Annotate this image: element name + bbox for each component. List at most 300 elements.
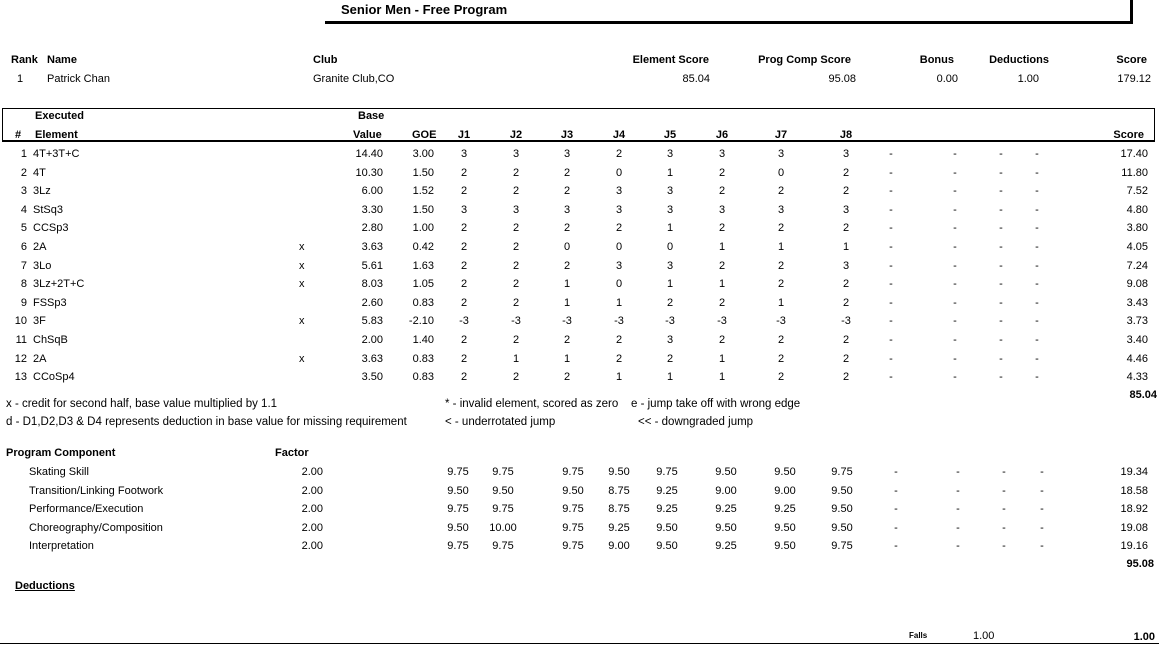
empty-judge-dash: - bbox=[894, 503, 898, 515]
second-half-marker: x bbox=[299, 315, 305, 327]
judge-mark-8: 3 bbox=[842, 204, 850, 216]
empty-judge-dash: - bbox=[999, 371, 1003, 383]
judge-mark-4: 1 bbox=[615, 297, 623, 309]
skater-prog-comp-score: 95.08 bbox=[828, 73, 856, 85]
empty-judge-dash: - bbox=[1035, 204, 1039, 216]
judge-mark-6: 2 bbox=[718, 222, 726, 234]
judge-mark-3: 2 bbox=[563, 334, 571, 346]
component-judge-mark-5: 9.25 bbox=[656, 485, 678, 497]
component-judge-mark-7: 9.50 bbox=[774, 522, 796, 534]
empty-judge-dash: - bbox=[999, 334, 1003, 346]
judge-mark-7: 3 bbox=[777, 204, 785, 216]
judge-mark-8: 2 bbox=[842, 167, 850, 179]
judge-header-7: J7 bbox=[774, 129, 788, 141]
base-header: Base bbox=[358, 110, 385, 122]
goe-header: GOE bbox=[412, 129, 437, 141]
element-number: 13 bbox=[14, 371, 27, 383]
judge-mark-7: 2 bbox=[777, 260, 785, 272]
judge-mark-1: 2 bbox=[460, 278, 468, 290]
element-name: 4T+3T+C bbox=[33, 148, 80, 160]
base-value: 14.40 bbox=[355, 148, 383, 160]
base-value: 6.00 bbox=[361, 185, 383, 197]
empty-judge-dash: - bbox=[1040, 485, 1044, 497]
judge-mark-6: -3 bbox=[717, 315, 727, 327]
judge-mark-5: 1 bbox=[666, 371, 674, 383]
judge-mark-2: 2 bbox=[512, 167, 520, 179]
judge-mark-3: 2 bbox=[563, 185, 571, 197]
component-judge-mark-5: 9.50 bbox=[656, 522, 678, 534]
bottom-rule bbox=[0, 643, 1159, 644]
goe-value: 1.63 bbox=[412, 260, 434, 272]
judge-mark-7: 2 bbox=[777, 222, 785, 234]
goe-value: -2.10 bbox=[408, 315, 434, 327]
judge-mark-7: 0 bbox=[777, 167, 785, 179]
club-header: Club bbox=[313, 54, 338, 66]
base-value: 10.30 bbox=[355, 167, 383, 179]
empty-judge-dash: - bbox=[999, 185, 1003, 197]
legend-downgraded-note: << - downgraded jump bbox=[638, 416, 754, 428]
empty-judge-dash: - bbox=[1035, 167, 1039, 179]
component-judge-mark-2: 10.00 bbox=[489, 522, 517, 534]
judge-mark-8: 2 bbox=[842, 334, 850, 346]
judge-mark-5: 3 bbox=[666, 148, 674, 160]
base-value: 2.60 bbox=[361, 297, 383, 309]
empty-judge-dash: - bbox=[1002, 503, 1006, 515]
element-score: 11.80 bbox=[1121, 167, 1148, 179]
judge-mark-3: 0 bbox=[563, 241, 571, 253]
judge-mark-4: 2 bbox=[615, 148, 623, 160]
element-name: 2A bbox=[33, 353, 47, 365]
empty-judge-dash: - bbox=[1040, 466, 1044, 478]
element-number: 12 bbox=[14, 353, 27, 365]
component-judge-mark-3: 9.75 bbox=[562, 540, 584, 552]
judge-header-1: J1 bbox=[457, 129, 471, 141]
empty-judge-dash: - bbox=[953, 297, 957, 309]
component-judge-mark-1: 9.50 bbox=[447, 522, 469, 534]
program-component-header: Program Component bbox=[6, 447, 116, 459]
judge-mark-1: 3 bbox=[460, 204, 468, 216]
component-judge-mark-6: 9.25 bbox=[715, 540, 737, 552]
element-name: 4T bbox=[33, 167, 46, 179]
judge-mark-6: 1 bbox=[718, 371, 726, 383]
component-judge-mark-6: 9.50 bbox=[715, 466, 737, 478]
empty-judge-dash: - bbox=[1002, 466, 1006, 478]
empty-judge-dash: - bbox=[953, 278, 957, 290]
judge-mark-2: 2 bbox=[512, 297, 520, 309]
empty-judge-dash: - bbox=[953, 334, 957, 346]
component-judge-mark-8: 9.50 bbox=[831, 485, 853, 497]
empty-judge-dash: - bbox=[1035, 315, 1039, 327]
empty-judge-dash: - bbox=[953, 167, 957, 179]
judge-mark-1: 2 bbox=[460, 353, 468, 365]
hash-header: # bbox=[15, 129, 22, 141]
component-judge-mark-6: 9.50 bbox=[715, 522, 737, 534]
component-judge-mark-7: 9.25 bbox=[774, 503, 796, 515]
empty-judge-dash: - bbox=[953, 353, 957, 365]
judge-mark-5: 1 bbox=[666, 278, 674, 290]
goe-value: 0.83 bbox=[412, 371, 434, 383]
judge-mark-5: 1 bbox=[666, 222, 674, 234]
element-name: 2A bbox=[33, 241, 47, 253]
judge-mark-6: 2 bbox=[718, 167, 726, 179]
component-judge-mark-1: 9.75 bbox=[447, 503, 469, 515]
component-score: 18.92 bbox=[1120, 503, 1148, 515]
falls-label: Falls bbox=[909, 631, 928, 640]
judge-mark-7: 2 bbox=[777, 353, 785, 365]
second-half-marker: x bbox=[299, 353, 305, 365]
legend-x-note: x - credit for second half, base value multiplied by 1.1 bbox=[6, 398, 278, 410]
empty-judge-dash: - bbox=[953, 315, 957, 327]
component-judge-mark-6: 9.00 bbox=[715, 485, 737, 497]
rank-header: Rank bbox=[11, 54, 38, 66]
judge-mark-6: 2 bbox=[718, 334, 726, 346]
deductions-section-label: Deductions bbox=[15, 580, 75, 592]
empty-judge-dash: - bbox=[1035, 297, 1039, 309]
empty-judge-dash: - bbox=[894, 466, 898, 478]
empty-judge-dash: - bbox=[953, 148, 957, 160]
base-value: 5.83 bbox=[361, 315, 383, 327]
judge-mark-4: 0 bbox=[615, 167, 623, 179]
judge-mark-5: 2 bbox=[666, 353, 674, 365]
empty-judge-dash: - bbox=[1035, 185, 1039, 197]
base-value: 8.03 bbox=[361, 278, 383, 290]
judge-mark-2: 1 bbox=[512, 353, 520, 365]
judge-header-5: J5 bbox=[663, 129, 677, 141]
judge-mark-4: -3 bbox=[614, 315, 624, 327]
component-judge-mark-2: 9.50 bbox=[492, 485, 514, 497]
factor-header: Factor bbox=[275, 447, 309, 459]
empty-judge-dash: - bbox=[1035, 222, 1039, 234]
empty-judge-dash: - bbox=[889, 204, 893, 216]
second-half-marker: x bbox=[299, 278, 305, 290]
legend-invalid-note: * - invalid element, scored as zero bbox=[445, 398, 619, 410]
score-header: Score bbox=[1116, 54, 1147, 66]
judge-mark-5: 3 bbox=[666, 185, 674, 197]
judge-mark-3: 1 bbox=[563, 297, 571, 309]
goe-value: 3.00 bbox=[412, 148, 434, 160]
judge-mark-4: 3 bbox=[615, 185, 623, 197]
component-judge-mark-4: 9.50 bbox=[608, 466, 630, 478]
element-score: 4.33 bbox=[1126, 371, 1148, 383]
judge-mark-6: 3 bbox=[718, 148, 726, 160]
component-name: Choreography/Composition bbox=[29, 522, 163, 534]
empty-judge-dash: - bbox=[889, 167, 893, 179]
empty-judge-dash: - bbox=[999, 260, 1003, 272]
element-number: 7 bbox=[20, 260, 27, 272]
judge-mark-7: 1 bbox=[777, 241, 785, 253]
name-header: Name bbox=[47, 54, 77, 66]
empty-judge-dash: - bbox=[956, 485, 960, 497]
empty-judge-dash: - bbox=[956, 503, 960, 515]
judge-mark-2: 2 bbox=[512, 334, 520, 346]
empty-judge-dash: - bbox=[953, 260, 957, 272]
judge-mark-2: 2 bbox=[512, 222, 520, 234]
empty-judge-dash: - bbox=[999, 222, 1003, 234]
judge-mark-1: -3 bbox=[459, 315, 469, 327]
skater-rank: 1 bbox=[17, 73, 24, 85]
bonus-header: Bonus bbox=[919, 54, 954, 66]
element-score: 7.52 bbox=[1126, 185, 1148, 197]
judge-mark-4: 0 bbox=[615, 278, 623, 290]
component-judge-mark-5: 9.75 bbox=[656, 466, 678, 478]
component-score: 18.58 bbox=[1120, 485, 1148, 497]
component-judge-mark-8: 9.50 bbox=[831, 503, 853, 515]
judge-mark-5: 2 bbox=[666, 297, 674, 309]
component-judge-mark-8: 9.75 bbox=[831, 466, 853, 478]
goe-value: 0.83 bbox=[412, 353, 434, 365]
element-name: 3F bbox=[33, 315, 46, 327]
empty-judge-dash: - bbox=[1002, 485, 1006, 497]
empty-judge-dash: - bbox=[999, 204, 1003, 216]
judge-mark-5: 1 bbox=[666, 167, 674, 179]
skater-total-score: 179.12 bbox=[1117, 73, 1151, 85]
element-score: 4.80 bbox=[1126, 204, 1148, 216]
element-number: 11 bbox=[15, 334, 27, 346]
empty-judge-dash: - bbox=[894, 540, 898, 552]
element-number: 5 bbox=[20, 222, 27, 234]
judge-mark-8: 2 bbox=[842, 278, 850, 290]
empty-judge-dash: - bbox=[999, 241, 1003, 253]
component-judge-mark-5: 9.25 bbox=[656, 503, 678, 515]
component-judge-mark-1: 9.75 bbox=[447, 466, 469, 478]
empty-judge-dash: - bbox=[1035, 371, 1039, 383]
element-score: 4.05 bbox=[1126, 241, 1148, 253]
element-name: ChSqB bbox=[33, 334, 68, 346]
component-judge-mark-7: 9.50 bbox=[774, 466, 796, 478]
empty-judge-dash: - bbox=[956, 540, 960, 552]
component-score: 19.16 bbox=[1120, 540, 1148, 552]
judge-mark-4: 2 bbox=[615, 353, 623, 365]
judge-mark-7: 2 bbox=[777, 334, 785, 346]
executed-header: Executed bbox=[35, 110, 84, 122]
judge-mark-6: 1 bbox=[718, 241, 726, 253]
component-name: Interpretation bbox=[29, 540, 94, 552]
element-score: 3.73 bbox=[1126, 315, 1148, 327]
component-factor: 2.00 bbox=[301, 540, 323, 552]
element-score-header: Element Score bbox=[632, 54, 709, 66]
element-name: FSSp3 bbox=[33, 297, 67, 309]
component-judge-mark-8: 9.75 bbox=[831, 540, 853, 552]
element-score: 3.40 bbox=[1126, 334, 1148, 346]
judge-mark-8: 2 bbox=[842, 222, 850, 234]
component-factor: 2.00 bbox=[301, 485, 323, 497]
empty-judge-dash: - bbox=[1035, 241, 1039, 253]
component-judge-mark-8: 9.50 bbox=[831, 522, 853, 534]
judge-mark-8: -3 bbox=[841, 315, 851, 327]
component-score: 19.34 bbox=[1120, 466, 1148, 478]
judge-header-8: J8 bbox=[839, 129, 853, 141]
element-name: CCSp3 bbox=[33, 222, 69, 234]
component-judge-mark-1: 9.75 bbox=[447, 540, 469, 552]
goe-value: 0.83 bbox=[412, 297, 434, 309]
element-number: 8 bbox=[20, 278, 27, 290]
empty-judge-dash: - bbox=[953, 222, 957, 234]
empty-judge-dash: - bbox=[1035, 148, 1039, 160]
empty-judge-dash: - bbox=[889, 222, 893, 234]
empty-judge-dash: - bbox=[956, 466, 960, 478]
empty-judge-dash: - bbox=[1035, 278, 1039, 290]
element-number: 3 bbox=[20, 185, 27, 197]
element-number: 10 bbox=[14, 315, 27, 327]
empty-judge-dash: - bbox=[953, 371, 957, 383]
judge-mark-6: 2 bbox=[718, 260, 726, 272]
empty-judge-dash: - bbox=[999, 315, 1003, 327]
empty-judge-dash: - bbox=[1040, 522, 1044, 534]
judge-mark-7: 3 bbox=[777, 148, 785, 160]
component-judge-mark-3: 9.75 bbox=[562, 503, 584, 515]
judge-mark-6: 3 bbox=[718, 204, 726, 216]
base-value: 3.30 bbox=[361, 204, 383, 216]
component-judge-mark-7: 9.00 bbox=[774, 485, 796, 497]
judge-mark-1: 2 bbox=[460, 260, 468, 272]
empty-judge-dash: - bbox=[889, 371, 893, 383]
element-number: 2 bbox=[20, 167, 27, 179]
component-judge-mark-3: 9.75 bbox=[562, 522, 584, 534]
component-judge-mark-6: 9.25 bbox=[715, 503, 737, 515]
judge-mark-6: 1 bbox=[718, 353, 726, 365]
component-score: 19.08 bbox=[1120, 522, 1148, 534]
judge-mark-1: 2 bbox=[460, 167, 468, 179]
judge-mark-7: 2 bbox=[777, 185, 785, 197]
judge-mark-1: 2 bbox=[460, 222, 468, 234]
judge-mark-5: 3 bbox=[666, 334, 674, 346]
component-judge-mark-7: 9.50 bbox=[774, 540, 796, 552]
empty-judge-dash: - bbox=[999, 148, 1003, 160]
goe-value: 1.00 bbox=[412, 222, 434, 234]
judge-mark-3: 1 bbox=[563, 353, 571, 365]
judge-mark-3: 2 bbox=[563, 167, 571, 179]
judge-mark-4: 1 bbox=[615, 371, 623, 383]
judge-mark-2: 2 bbox=[512, 241, 520, 253]
empty-judge-dash: - bbox=[999, 353, 1003, 365]
empty-judge-dash: - bbox=[1035, 353, 1039, 365]
component-judge-mark-2: 9.75 bbox=[492, 466, 514, 478]
judge-mark-7: -3 bbox=[776, 315, 786, 327]
judge-mark-8: 2 bbox=[842, 297, 850, 309]
element-number: 4 bbox=[20, 204, 27, 216]
goe-value: 1.50 bbox=[412, 167, 434, 179]
element-score-col-header: Score bbox=[1113, 129, 1144, 141]
element-total: 85.04 bbox=[1129, 389, 1157, 401]
empty-judge-dash: - bbox=[999, 278, 1003, 290]
judge-mark-8: 3 bbox=[842, 260, 850, 272]
component-judge-mark-4: 9.00 bbox=[608, 540, 630, 552]
judge-mark-4: 3 bbox=[615, 204, 623, 216]
judge-mark-5: 3 bbox=[666, 204, 674, 216]
component-name: Performance/Execution bbox=[29, 503, 144, 515]
component-factor: 2.00 bbox=[301, 503, 323, 515]
empty-judge-dash: - bbox=[889, 185, 893, 197]
skater-deductions: 1.00 bbox=[1017, 73, 1039, 85]
skater-club: Granite Club,CO bbox=[313, 73, 395, 85]
judge-header-2: J2 bbox=[509, 129, 523, 141]
empty-judge-dash: - bbox=[889, 297, 893, 309]
element-number: 1 bbox=[20, 148, 27, 160]
judge-mark-3: 3 bbox=[563, 204, 571, 216]
component-judge-mark-3: 9.75 bbox=[562, 466, 584, 478]
element-name: StSq3 bbox=[33, 204, 63, 216]
judge-mark-8: 1 bbox=[842, 241, 850, 253]
empty-judge-dash: - bbox=[953, 204, 957, 216]
component-judge-mark-4: 9.25 bbox=[608, 522, 630, 534]
judge-mark-7: 1 bbox=[777, 297, 785, 309]
empty-judge-dash: - bbox=[999, 297, 1003, 309]
judge-mark-1: 2 bbox=[460, 241, 468, 253]
judge-mark-3: 2 bbox=[563, 222, 571, 234]
element-name: 3Lz+2T+C bbox=[33, 278, 85, 290]
component-judge-mark-5: 9.50 bbox=[656, 540, 678, 552]
empty-judge-dash: - bbox=[889, 353, 893, 365]
empty-judge-dash: - bbox=[889, 278, 893, 290]
skater-name: Patrick Chan bbox=[47, 73, 110, 85]
element-name: 3Lo bbox=[33, 260, 52, 272]
empty-judge-dash: - bbox=[1002, 540, 1006, 552]
empty-judge-dash: - bbox=[1035, 260, 1039, 272]
base-value: 3.63 bbox=[361, 353, 383, 365]
judge-mark-3: 2 bbox=[563, 260, 571, 272]
deductions-total: 1.00 bbox=[1133, 631, 1155, 643]
judge-mark-2: -3 bbox=[511, 315, 521, 327]
element-number: 6 bbox=[20, 241, 27, 253]
element-score: 3.43 bbox=[1126, 297, 1148, 309]
element-number: 9 bbox=[20, 297, 27, 309]
component-factor: 2.00 bbox=[301, 466, 323, 478]
element-score: 7.24 bbox=[1126, 260, 1148, 272]
skater-element-score: 85.04 bbox=[682, 73, 710, 85]
legend-edge-note: e - jump take off with wrong edge bbox=[631, 398, 801, 410]
judge-mark-8: 2 bbox=[842, 185, 850, 197]
judge-mark-1: 3 bbox=[460, 148, 468, 160]
goe-value: 1.05 bbox=[412, 278, 434, 290]
goe-value: 1.52 bbox=[412, 185, 434, 197]
judge-mark-4: 2 bbox=[615, 222, 623, 234]
element-score: 17.40 bbox=[1120, 148, 1148, 160]
judge-mark-2: 3 bbox=[512, 148, 520, 160]
judge-mark-1: 2 bbox=[460, 297, 468, 309]
judge-mark-2: 2 bbox=[512, 371, 520, 383]
judge-mark-3: -3 bbox=[562, 315, 572, 327]
judge-mark-7: 2 bbox=[777, 278, 785, 290]
empty-judge-dash: - bbox=[889, 260, 893, 272]
empty-judge-dash: - bbox=[1002, 522, 1006, 534]
element-name: 3Lz bbox=[33, 185, 51, 197]
base-value: 5.61 bbox=[361, 260, 383, 272]
base-value: 3.50 bbox=[361, 371, 383, 383]
judge-mark-8: 3 bbox=[842, 148, 850, 160]
judge-mark-4: 3 bbox=[615, 260, 623, 272]
judge-mark-1: 2 bbox=[460, 371, 468, 383]
element-score: 3.80 bbox=[1126, 222, 1148, 234]
base-value: 3.63 bbox=[361, 241, 383, 253]
judge-mark-5: -3 bbox=[665, 315, 675, 327]
judge-mark-4: 0 bbox=[615, 241, 623, 253]
judge-mark-1: 2 bbox=[460, 334, 468, 346]
judge-header-6: J6 bbox=[715, 129, 729, 141]
judge-header-4: J4 bbox=[612, 129, 626, 141]
judge-mark-2: 2 bbox=[512, 278, 520, 290]
element-score: 4.46 bbox=[1126, 353, 1148, 365]
empty-judge-dash: - bbox=[1040, 540, 1044, 552]
component-name: Transition/Linking Footwork bbox=[29, 485, 164, 497]
judge-mark-6: 2 bbox=[718, 185, 726, 197]
deductions-header: Deductions bbox=[989, 54, 1049, 66]
element-header: Element bbox=[35, 129, 78, 141]
component-judge-mark-2: 9.75 bbox=[492, 540, 514, 552]
judge-mark-8: 2 bbox=[842, 371, 850, 383]
empty-judge-dash: - bbox=[1040, 503, 1044, 515]
element-score: 9.08 bbox=[1126, 278, 1148, 290]
judge-mark-7: 2 bbox=[777, 371, 785, 383]
